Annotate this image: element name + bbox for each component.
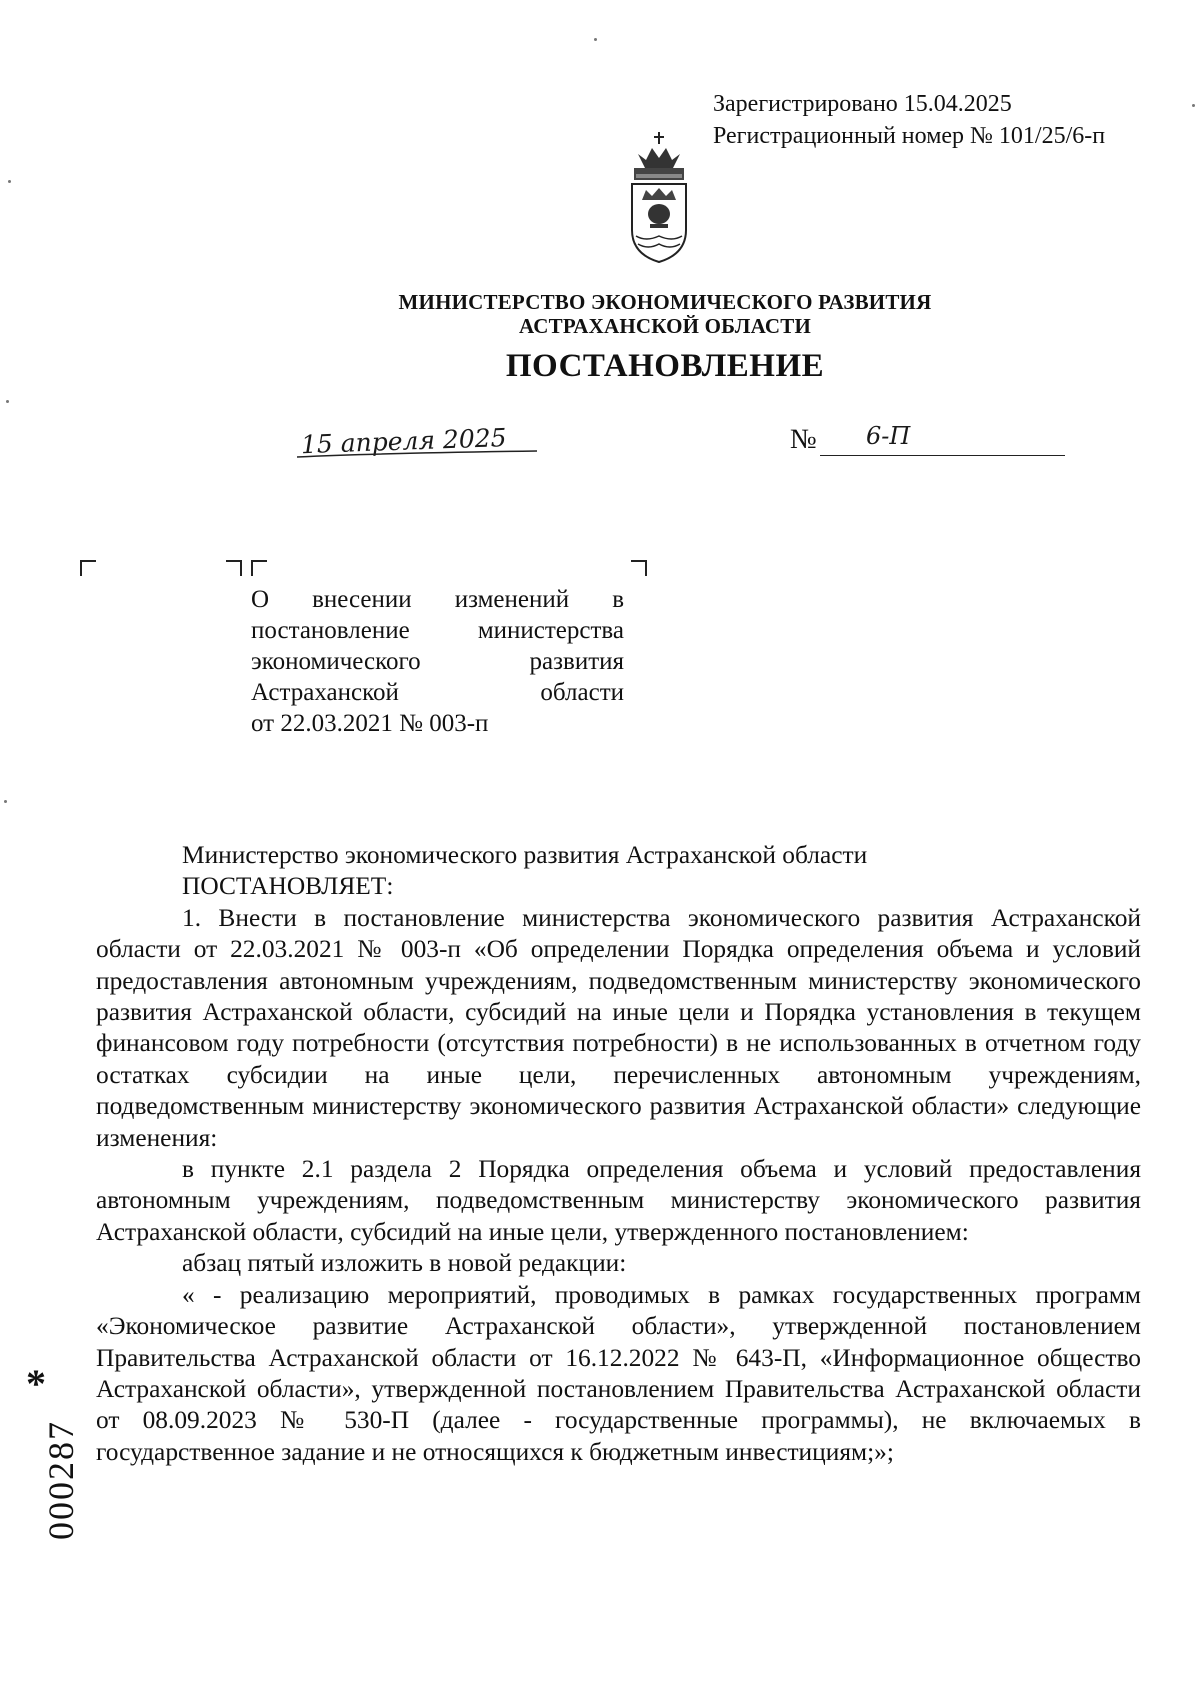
handwritten-number [860,420,950,456]
document-body [96,840,1141,1468]
scan-speck [594,38,597,41]
body-intro: Министерство экономического развития Астраханской области [182,841,868,869]
registration-number: Регистрационный номер № 101/25/6-п [713,123,1106,149]
document-type: ПОСТАНОВЛЕНИЕ [505,348,825,384]
body-paragraph-2: в пункте 2.1 раздела 2 Порядка определения объема и условий предоставления автономным учреждениям, подведомственным министерству экономического развития Астраханской области, субсидий на иные цели, утвержденного постановлением: [96,1155,1141,1246]
registration-block [713,88,1105,152]
scan-speck [4,800,7,803]
stamp-number: 000287 [41,1420,81,1540]
body-paragraph-4: « - реализацию мероприятий, проводимых в рамках государственных программ «Экономическое развитие Астраханской области», утвержденной постановлением Правительства Астраханской области от 16.12.2022 № 643-П, «Информационное общество Астраханской области», утвержденной постановлением Правительства Астраханской области от 08.09.2023 № 530-П (далее - государственные программы), не включаемых в государственное задание и не относящихся к бюджетным инвестициям;»; [96,1280,1141,1466]
corner-mark [226,560,242,576]
astrakhan-coat-of-arms-icon [624,130,694,266]
corner-mark [631,560,647,576]
handwritten-date-text: 15 апреля 2025 [300,423,507,460]
corner-mark [251,560,267,576]
registration-date: Зарегистрировано 15.04.2025 [713,91,1012,117]
scan-speck [1192,104,1195,107]
body-paragraph-1: 1. Внести в постановление министерства экономического развития Астраханской области от 22.03.2021 № 003-п «Об определении Порядка определения объема и условий предоставления автономным учреждениям, подведомственным министерству экономического развития Астраханской области, субсидий на иные цели и Порядка установления в текущем финансовом году потребности (отсутствия потребности) в не использованных в отчетном году остатках субсидии на иные цели, перечисленных автономным учреждениям, подведомственным министерству экономического развития Астраханской области» следующие изменения: [96,903,1141,1152]
subject-line: экономического развития [251,648,624,675]
subject-line: Астраханской области [251,679,624,706]
stamp-mark: * [26,1361,46,1406]
corner-mark [80,560,96,576]
ministry-name-line2: АСТРАХАНСКОЙ ОБЛАСТИ [518,314,812,338]
number-label: № [790,424,817,455]
handwritten-number-text: 6-П [866,422,911,450]
subject-line: постановление министерства [251,617,624,644]
document-subject [251,584,624,739]
body-resolves: ПОСТАНОВЛЯЕТ: [182,872,394,901]
body-paragraph-3: абзац пятый изложить в новой редакции: [182,1249,627,1278]
subject-line: О внесении изменений в [251,586,624,613]
scan-speck [6,400,9,403]
subject-line: от 22.03.2021 № 003-п [251,710,489,737]
scan-speck [8,180,11,183]
ministry-name [0,290,1200,338]
ministry-name-line1: МИНИСТЕРСТВО ЭКОНОМИЧЕСКОГО РАЗВИТИЯ [398,290,932,314]
handwritten-date [297,423,547,463]
